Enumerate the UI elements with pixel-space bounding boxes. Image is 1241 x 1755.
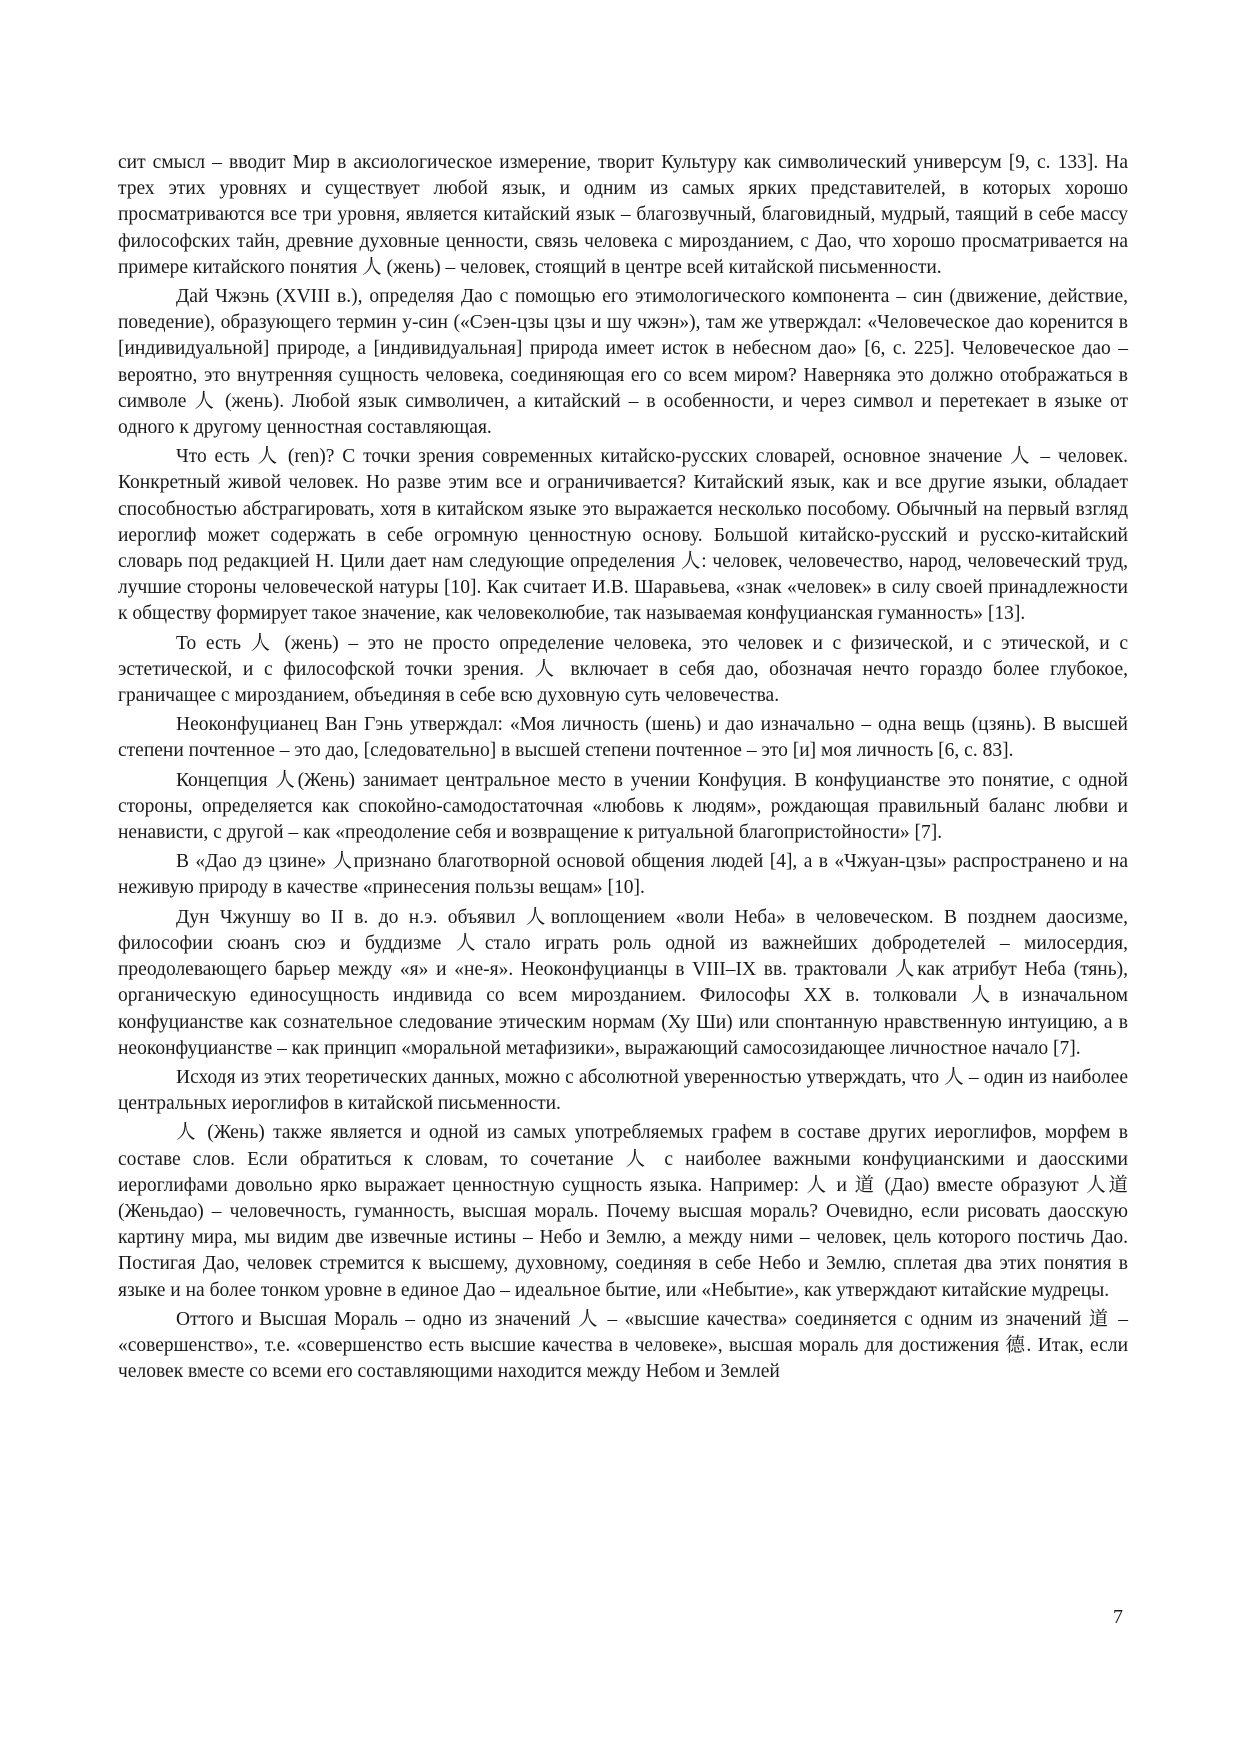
paragraph: Концепция 人(Жень) занимает центральное место в учении Конфуция. В конфуцианстве это понятие, с одной стороны, определяется как спокойно-самодостаточная «любовь к людям», рождающая правильный баланс любви и ненависти, с другой – как «преодоление себя и возвращение к ритуальной благопристойности» [7].	[118, 769, 1128, 844]
paragraph: 人 (Жень) также является и одной из самых употребляемых графем в составе других иероглифов, морфем в составе слов. Если обратиться к словам, то сочетание 人 с наиболее важными конфуцианскими и даосскими иероглифами довольно ярко выражает ценностную сущность языка. Например: 人 и 道 (Дао) вместе образуют 人道 (Женьдао) – человечность, гуманность, высшая мораль. Почему высшая мораль? Очевидно, если рисовать даосскую картину мира, мы видим две извечные истины – Небо и Землю, а между ними – человек, цель которого постичь Дао. Постигая Дао, человек стремится к высшему, духовному, соединяя в себе Небо и Землю, сплетая два этих понятия в языке и на более тонком уровне в единое Дао – идеальное бытие, или «Небытие», как утверждают китайские мудрецы.	[118, 1122, 1128, 1301]
paragraph: сит смысл – вводит Мир в аксиологическое измерение, творит Культуру как символический универсум [9, с. 133]. На трех этих уровнях и существует любой язык, и одним из самых ярких представителей, в которых хорошо просматриваются все три уровня, является китайский язык – благозвучный, благовидный, мудрый, таящий в себе массу философских тайн, древние духовные ценности, связь человека с мирозданием, с Дао, что хорошо просматривается на примере китайского понятия 人 (жень) – человек, стоящий в центре всей китайской письменности.	[118, 152, 1128, 278]
paragraph: Исходя из этих теоретических данных, можно с абсолютной уверенностью утверждать, что 人 – один из наиболее центральных иероглифов в китайской письменности.	[118, 1066, 1128, 1115]
paragraph: Дун Чжуншу во II в. до н.э. объявил 人воплощением «воли Неба» в человеческом. В позднем даосизме, философии сюанъ сюэ и буддизме 人стало играть роль одной из важнейших добродетелей – милосердия, преодолевающего барьер между «я» и «не-я». Неоконфуцианцы в VIII–IX вв. трактовали 人как атрибут Неба (тянь), органическую единосущность индивида со всем мирозданием. Философы XX в. толковали 人в изначальном конфуцианстве как сознательное следование этическим нормам (Ху Ши) или спонтанную нравственную интуицию, а в неоконфуцианстве – как принцип «моральной метафизики», выражающий самосозидающее личностное начало [7].	[118, 906, 1128, 1059]
paragraph: Оттого и Высшая Мораль – одно из значений 人 – «высшие качества» соединяется с одним из значений 道 – «совершенство», т.е. «совершенство есть высшие качества в человеке», высшая мораль для достижения 德. Итак, если человек вместе со всеми его составляющими находится между Небом и Землей	[118, 1308, 1128, 1383]
paragraph: То есть 人 (жень) – это не просто определение человека, это человек и с физической, и с этической, и с эстетической, и с философской точки зрения. 人 включает в себя дао, обозначая нечто гораздо более глубокое, граничащее с мирозданием, объединяя в себе всю духовную суть человечества.	[118, 632, 1128, 707]
paragraph: В «Дао дэ цзине» 人признано благотворной основой общения людей [4], а в «Чжуан-цзы» распространено и на неживую природу в качестве «принесения пользы вещам» [10].	[118, 851, 1128, 899]
paragraph: Дай Чжэнь (XVIII в.), определяя Дао с помощью его этимологического компонента – син (движение, действие, поведение), образующего термин у-син («Сэен-цзы цзы и шу чжэн»), там же утверждал: «Человеческое дао коренится в [индивидуальной] природе, а [индивидуальная] природа имеет исток в небесном дао» [6, с. 225]. Человеческое дао – вероятно, это внутренняя сущность человека, соединяющая его со всем миром? Наверняка это должно отображаться в символе 人 (жень). Любой язык символичен, а китайский – в особенности, и через символ и перетекает в языке от одного к другому ценностная составляющая.	[118, 286, 1128, 439]
page-number: 7	[1113, 1606, 1123, 1628]
paragraph: Неоконфуцианец Ван Гэнь утверждал: «Моя личность (шень) и дао изначально – одна вещь (цзянь). В высшей степени почтенное – это дао, [следовательно] в высшей степени почтенное – это [и] моя личность [6, с. 83].	[118, 714, 1128, 762]
body-text	[118, 150, 1128, 1385]
paragraph: Что есть 人 (ren)? С точки зрения современных китайско-русских словарей, основное значение 人 – человек. Конкретный живой человек. Но разве этим все и ограничивается? Китайский язык, как и все другие языки, обладает способностью абстрагировать, хотя в китайском языке это выражается несколько пособому. Обычный на первый взгляд иероглиф может содержать в себе огромную ценностную основу. Большой китайско-русский и русско-китайский словарь под редакцией Н. Цили дает нам следующие определения 人: человек, человечество, народ, человеческий труд, лучшие стороны человеческой натуры [10]. Как считает И.В. Шаравьева, «знак «человек» в силу своей принадлежности к обществу формирует такое значение, как человеколюбие, так называемая конфуцианская гуманность» [13].	[118, 446, 1128, 625]
